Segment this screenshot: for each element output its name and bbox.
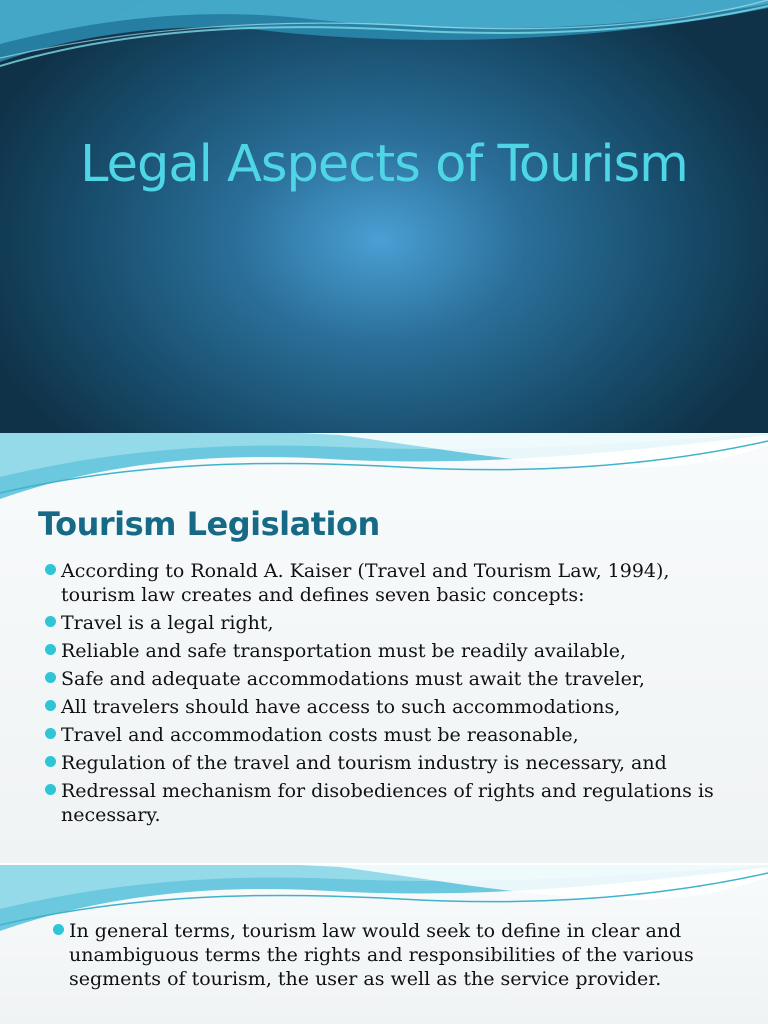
list-item: Regulation of the travel and tourism industry is necessary, and	[45, 751, 745, 775]
bullet-icon	[45, 564, 56, 575]
tourism-legislation-slide	[0, 433, 768, 863]
list-item: Travel is a legal right,	[45, 611, 745, 635]
list-item: Redressal mechanism for disobediences of rights and regulations is necessary.	[45, 779, 745, 827]
list-item: Travel and accommodation costs must be reasonable,	[45, 723, 745, 747]
bullet-list	[53, 919, 733, 997]
bullet-icon	[53, 924, 64, 935]
bullet-list	[45, 559, 745, 831]
list-item: Safe and adequate accommodations must await the traveler,	[45, 667, 745, 691]
bullet-icon	[45, 728, 56, 739]
list-item: All travelers should have access to such accommodations,	[45, 695, 745, 719]
bullet-icon	[45, 784, 56, 795]
list-item: Reliable and safe transportation must be readily available,	[45, 639, 745, 663]
bullet-icon	[45, 672, 56, 683]
slide-heading: Tourism Legislation	[38, 505, 380, 543]
bullet-icon	[45, 756, 56, 767]
bullet-icon	[45, 644, 56, 655]
list-item: In general terms, tourism law would seek to define in clear and unambiguous terms the rights and responsibilities of the various segments of tourism, the user as well as the service provider.	[53, 919, 733, 991]
bullet-icon	[45, 616, 56, 627]
bullet-icon	[45, 700, 56, 711]
wave-decoration	[0, 433, 768, 503]
tourism-law-slide	[0, 865, 768, 1024]
top-wave-decoration	[0, 0, 768, 80]
slide-title: Legal Aspects of Tourism	[80, 135, 688, 194]
list-item: According to Ronald A. Kaiser (Travel and Tourism Law, 1994), tourism law creates and defines seven basic concepts:	[45, 559, 745, 607]
title-slide	[0, 0, 768, 433]
